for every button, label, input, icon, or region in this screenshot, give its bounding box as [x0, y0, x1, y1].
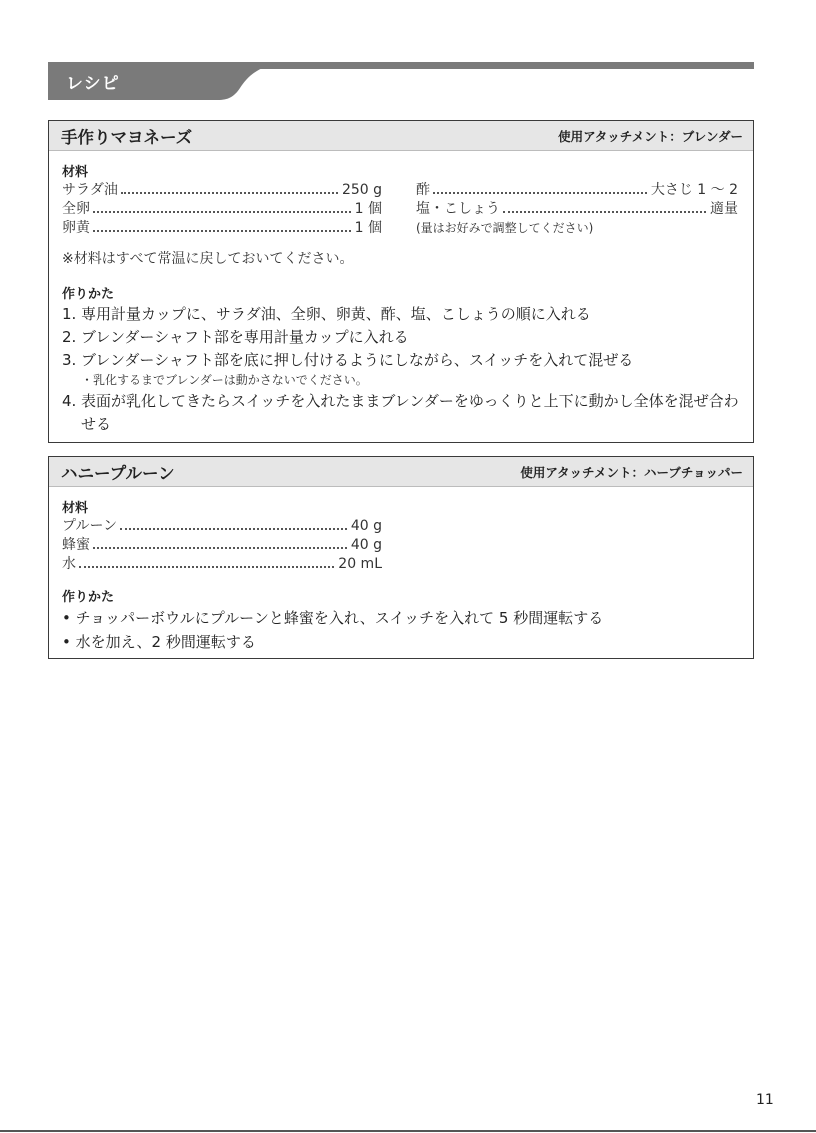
- step-subnote: ・乳化するまでブレンダーは動かさないでください。: [81, 373, 368, 387]
- dot-leader: [503, 211, 706, 213]
- ingredient-row: [62, 555, 382, 574]
- recipe-header: [49, 457, 753, 487]
- method-step: [62, 303, 739, 326]
- dot-leader: [120, 528, 347, 530]
- ingredient-row: [62, 219, 382, 238]
- dot-leader: [93, 547, 347, 549]
- recipe-card-mayonnaise: [48, 120, 754, 443]
- ingredient-row: [62, 200, 382, 219]
- ingredient-name: 卵黄: [62, 220, 90, 236]
- ingredient-qty: 適量: [710, 201, 738, 217]
- recipe-title: 手作りマヨネーズ: [61, 127, 193, 147]
- ingredient-name: 全卵: [62, 201, 90, 217]
- ingredient-name: サラダ油: [62, 182, 118, 198]
- ingredients-list: [62, 181, 739, 238]
- section-header: [48, 62, 754, 102]
- ingredient-row: [416, 181, 738, 200]
- step-number: 1.: [62, 305, 77, 323]
- temperature-note: ※材料はすべて常温に戻しておいてください。: [62, 251, 354, 267]
- method-heading: 作りかた: [62, 590, 115, 605]
- ingredient-qty: 250 g: [341, 182, 382, 198]
- dot-leader: [121, 192, 338, 194]
- method-bullet: • 水を加え、2 秒間運転する: [62, 633, 256, 651]
- ingredients-heading: 材料: [62, 501, 89, 516]
- ingredients-list: [62, 517, 382, 574]
- method-step: [62, 349, 739, 372]
- ingredient-name: 酢: [416, 182, 430, 198]
- step-text: 表面が乳化してきたらスイッチを入れたままブレンダーをゆっくりと上下に動かし全体を混ぜ合わせる: [81, 392, 739, 433]
- bottom-rule: [0, 1130, 816, 1132]
- ingredient-name: プルーン: [62, 518, 118, 534]
- ingredient-qty: 40 g: [350, 518, 382, 534]
- ingredient-qty: 1 個: [354, 220, 382, 236]
- method-step: [62, 326, 739, 349]
- dot-leader: [93, 230, 351, 232]
- dot-leader: [433, 192, 647, 194]
- attachment-label: 使用アタッチメント：ブレンダー: [558, 128, 743, 144]
- method-heading: 作りかた: [62, 287, 115, 302]
- recipe-card-honey-prune: [48, 456, 754, 659]
- ingredient-qty: 大さじ 1 ～ 2: [650, 182, 738, 198]
- ingredients-note: (量はお好みで調整してください): [416, 221, 594, 235]
- step-text: ブレンダーシャフト部を底に押し付けるようにしながら、スイッチを入れて混ぜる: [81, 351, 634, 369]
- method-bullet: • チョッパーボウルにプルーンと蜂蜜を入れ、スイッチを入れて 5 秒間運転する: [62, 609, 604, 627]
- ingredient-row: [416, 200, 738, 219]
- step-number: 3.: [62, 351, 77, 369]
- ingredient-name: 水: [62, 556, 76, 572]
- ingredient-qty: 40 g: [350, 537, 382, 553]
- ingredient-qty: 1 個: [354, 201, 382, 217]
- step-number: 4.: [62, 392, 77, 410]
- method-step: [62, 390, 739, 436]
- ingredient-row: [62, 536, 382, 555]
- method-section: [62, 586, 739, 654]
- ingredient-qty: 20 mL: [338, 556, 382, 572]
- dot-leader: [93, 211, 351, 213]
- page-number: 11: [756, 1092, 774, 1108]
- step-text: ブレンダーシャフト部を専用計量カップに入れる: [81, 328, 409, 346]
- step-number: 2.: [62, 328, 77, 346]
- ingredient-row: [62, 181, 382, 200]
- method-section: [62, 283, 739, 436]
- section-header-shape: [48, 62, 754, 102]
- ingredients-heading: 材料: [62, 165, 89, 180]
- section-title: レシピ: [66, 74, 120, 94]
- ingredient-row: [62, 517, 382, 536]
- ingredient-name: 蜂蜜: [62, 537, 90, 553]
- ingredient-name: 塩・こしょう: [416, 201, 500, 217]
- dot-leader: [79, 566, 334, 568]
- step-text: 専用計量カップに、サラダ油、全卵、卵黄、酢、塩、こしょうの順に入れる: [81, 305, 591, 323]
- recipe-header: [49, 121, 753, 151]
- recipe-title: ハニープルーン: [61, 463, 175, 483]
- attachment-label: 使用アタッチメント：ハーブチョッパー: [520, 464, 743, 480]
